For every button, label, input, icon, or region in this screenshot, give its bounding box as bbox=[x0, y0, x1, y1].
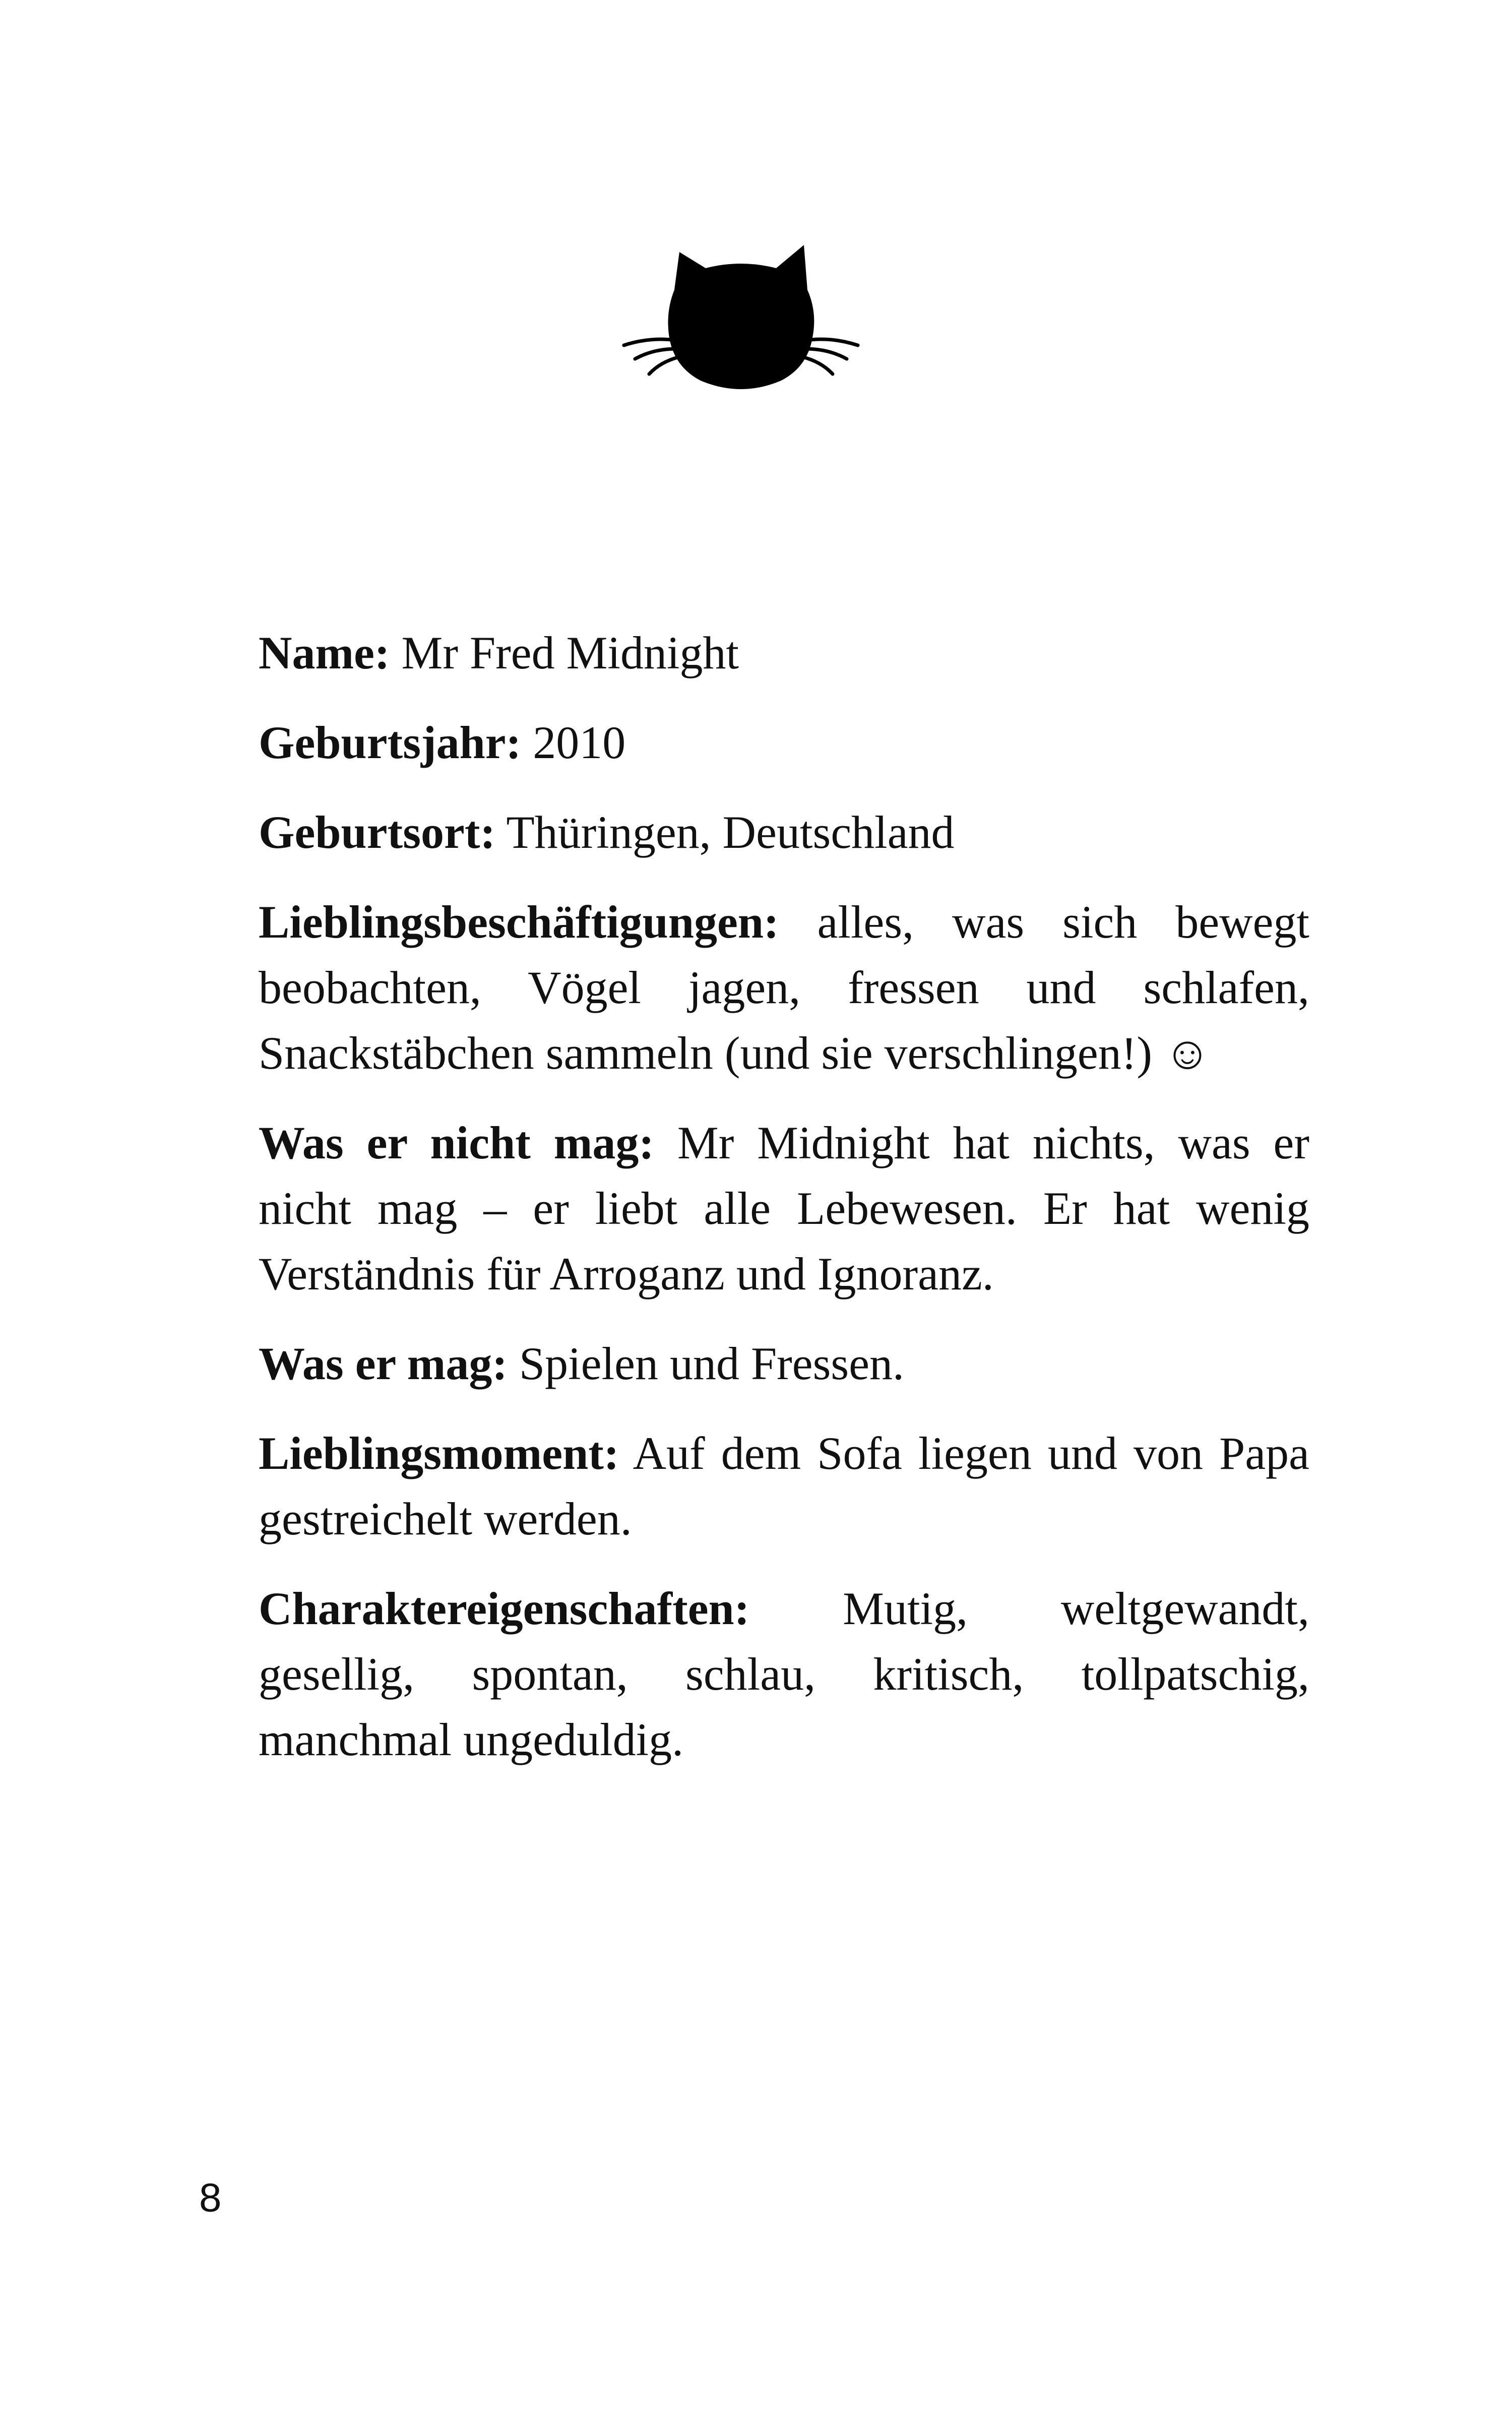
entry-label: Charaktereigenschaften: bbox=[259, 1583, 750, 1634]
page-number: 8 bbox=[199, 2175, 222, 2220]
profile-entry-birth-year bbox=[259, 710, 1309, 775]
entry-value: Spielen und Fressen. bbox=[519, 1338, 905, 1389]
entry-value: Auf dem Sofa liegen und von Papa gestreichelt werden. bbox=[259, 1428, 1309, 1544]
entry-label: Was er mag: bbox=[259, 1338, 508, 1389]
entry-label: Geburtsort: bbox=[259, 807, 496, 858]
entry-label: Lieblingsbeschäftigungen: bbox=[259, 896, 779, 948]
entry-label: Name: bbox=[259, 627, 390, 678]
entry-label: Geburtsjahr: bbox=[259, 717, 522, 768]
profile-entry-likes bbox=[259, 1331, 1309, 1396]
profile-entry-traits bbox=[259, 1576, 1309, 1772]
entry-value: alles, was sich bewegt beobachten, Vögel jagen, fressen und schlafen, Snackstäbchen sammeln (und sie verschlingen!) ☺ bbox=[259, 896, 1309, 1079]
profile-entry-birth-place bbox=[259, 799, 1309, 865]
entry-value: Thüringen, Deutschland bbox=[506, 807, 955, 858]
entry-value: Mutig, weltgewandt, gesellig, spontan, schlau, kritisch, tollpatschig, manchmal ungeduldig. bbox=[259, 1583, 1309, 1765]
entry-value: Mr Midnight hat nichts, was er nicht mag – er liebt alle Lebewesen. Er hat wenig Verständnis für Arroganz und Ignoranz. bbox=[259, 1117, 1310, 1299]
profile-entry-hobbies bbox=[259, 889, 1309, 1086]
entry-label: Lieblingsmoment: bbox=[259, 1428, 619, 1479]
cat-head-icon bbox=[620, 242, 862, 393]
entry-value: 2010 bbox=[533, 717, 626, 768]
profile-entry-name bbox=[259, 620, 1309, 686]
profile-entry-favorite-moment bbox=[259, 1420, 1309, 1552]
entry-label: Was er nicht mag: bbox=[259, 1117, 655, 1168]
profile-entry-dislikes bbox=[259, 1110, 1309, 1307]
profile-section bbox=[259, 620, 1309, 1796]
entry-value: Mr Fred Midnight bbox=[401, 627, 739, 678]
